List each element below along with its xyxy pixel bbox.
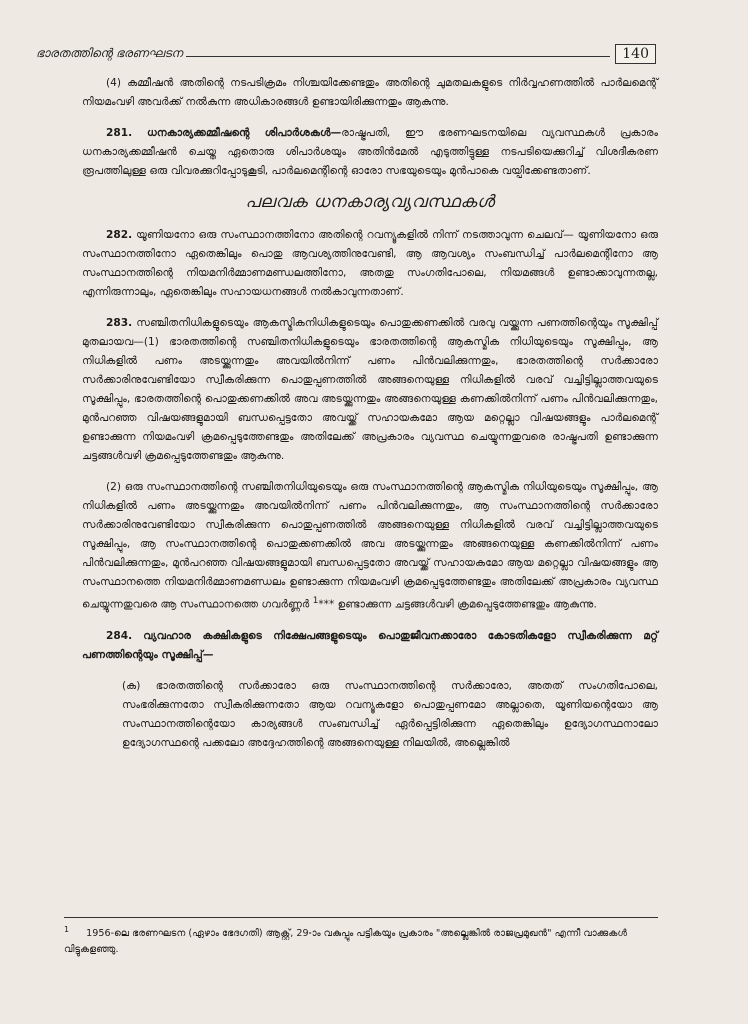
article-282-number: 282. bbox=[106, 229, 133, 241]
article-281 bbox=[82, 124, 658, 181]
article-284-number: 284. bbox=[106, 629, 133, 642]
clause-283-2 bbox=[82, 478, 658, 615]
article-284 bbox=[82, 627, 658, 665]
article-282 bbox=[82, 226, 658, 302]
footnote-text: 1956-ലെ ഭരണഘടന (ഏഴാം ഭേദഗതി) ആക്റ്റ്, 29-ാം വകുപ്പും പട്ടികയും പ്രകാരം "അല്ലെങ്കിൽ രാജപ്രമുഖൻ" എന്നീ വാക്കുകൾ വിട്ടുകളഞ്ഞു. bbox=[64, 928, 628, 956]
article-281-text: രാഷ്ട്രപതി, ഈ ഭരണഘടനയിലെ വ്യവസ്ഥകൾ പ്രകാരം ധനകാര്യക്കമ്മീഷൻ ചെയ്ത ഏതൊരു ശിപാർശയും അതിൻമേൽ എടുത്തിട്ടുള്ള നടപടിയെക്കുറിച്ച് വിശദീകരണ രൂപത്തിലുള്ള ഒരു വിവരക്കുറിപ്പോടുകൂടി, പാർലമെന്റിന്റെ ഓരോ സഭയുടെയും മുൻപാകെ വയ്പിക്കേണ്ടതാണ്. bbox=[82, 127, 659, 177]
clause-283-2-text: (2) ഒരു സംസ്ഥാനത്തിന്റെ സഞ്ചിതനിധിയുടെയും ഒരു സംസ്ഥാനത്തിന്റെ ആകസ്മിക നിധിയുടെയും സൂക്ഷിപ്പും, ആ നിധികളിൽ പണം അടയ്ക്കുന്നതും അവയിൽനിന്ന് പണം പിൻവലിക്കുന്നതും, ആ സംസ്ഥാനത്തിന്റെ സർക്കാരോ സർക്കാരിനുവേണ്ടിയോ സ്വീകരിക്കുന്ന പൊതുപ്പണത്തിൽ അങ്ങനെയുള്ള നിധികളിൽ വരവ് വച്ചിട്ടില്ലാത്തവയുടെ സൂക്ഷിപ്പും, ആ സംസ്ഥാനത്തിന്റെ പൊതുക്കണക്കിൽ അവ അടയ്ക്കുന്നതും അങ്ങനെയുള്ള കണക്കിൽനിന്ന് പണം പിൻവലിക്കുന്നതും, മുൻപറഞ്ഞ വിഷയങ്ങളുമായി ബന്ധപ്പെട്ടതോ അവയ്ക്ക് സഹായകമോ ആയ മറ്റെല്ലാ വിഷയങ്ങളും ആ സംസ്ഥാനത്തെ നിയമനിർമ്മാണമണ്ഡലം ഉണ്ടാക്കുന്ന നിയമംവഴി ക്രമപ്പെടുത്തേണ്ടതും അതിലേക്ക് അപ്രകാരം വ്യവസ്ഥ ചെയ്യുന്നതുവരെ ആ സംസ്ഥാനത്തെ ഗവർണ്ണർ bbox=[82, 481, 658, 611]
article-283 bbox=[82, 314, 658, 466]
footnote-mark: 1 bbox=[64, 925, 70, 934]
footnote bbox=[64, 917, 658, 958]
page-header bbox=[36, 44, 656, 68]
article-284-clause-a: (ക) ഭാരതത്തിന്റെ സർക്കാരോ ഒരു സംസ്ഥാനത്തിന്റെ സർക്കാരോ, അതത് സംഗതിപോലെ, സംഭരിക്കുന്നതോ സ്വീകരിക്കുന്നതോ ആയ റവന്യൂകളോ പൊതുപ്പണമോ അല്ലാതെ, യൂണിയന്റെയോ ആ സംസ്ഥാനത്തിന്റെയോ കാര്യങ്ങൾ സംബന്ധിച്ച് ഏർപ്പെട്ടിരിക്കുന്ന ഏതെങ്കിലും ഉദ്യോഗസ്ഥനാലോ ഉദ്യോഗസ്ഥന്റെ പക്കലോ അദ്ദേഹത്തിന്റെ അങ്ങനെയുള്ള നിലയിൽ, അല്ലെങ്കിൽ bbox=[122, 679, 658, 749]
footnote-reference: 1 bbox=[312, 596, 319, 606]
omission-marker: *** bbox=[318, 598, 335, 611]
clause-283-2-tail: ഉണ്ടാക്കുന്ന ചട്ടങ്ങൾവഴി ക്രമപ്പെടുത്തേണ്ടതും ആകുന്നു. bbox=[337, 598, 597, 611]
article-282-text: യൂണിയനോ ഒരു സംസ്ഥാനത്തിനോ അതിന്റെ റവന്യൂകളിൽ നിന്ന് നടത്താവുന്ന ചെലവ്— യൂണിയനോ ഒരു സംസ്ഥാനത്തിനോ ഏതെങ്കിലും പൊതു ആവശ്യത്തിനുവേണ്ടി, ആ ആവശ്യം സംബന്ധിച്ച് പാർലമെന്റിനോ ആ സംസ്ഥാനത്തിന്റെ നിയമനിർമ്മാണമണ്ഡലത്തിനോ, അതതു സംഗതിപോലെ, നിയമങ്ങൾ ഉണ്ടാക്കാവുന്നതല്ല, എന്നിരുന്നാലും, ഏതെങ്കിലും സഹായധനങ്ങൾ നൽകാവുന്നതാണ്. bbox=[82, 229, 658, 298]
running-title: ഭാരതത്തിന്റെ ഭരണഘടന bbox=[36, 46, 183, 60]
clause-281-4: (4) കമ്മീഷൻ അതിന്റെ നടപടിക്രമം നിശ്ചയിക്കേണ്ടതും അതിന്റെ ചുമതലകളുടെ നിർവ്വഹണത്തിൽ പാർലമെന്റ് നിയമംവഴി അവർക്ക് നൽകുന്ന അധികാരങ്ങൾ ഉണ്ടായിരിക്കുന്നതും ആകുന്നു. bbox=[82, 77, 658, 108]
page-number: 140 bbox=[615, 44, 656, 64]
article-283-text: സഞ്ചിതനിധികളുടെയും ആകസ്മികനിധികളുടെയും പൊതുക്കണക്കിൽ വരവു വയ്ക്കുന്ന പണത്തിന്റെയും സൂക്ഷിപ്പ് മുതലായവ—(1) ഭാരതത്തിന്റെ സഞ്ചിതനിധികളുടെയും ഭാരതത്തിന്റെ ആകസ്മിക നിധിയുടെയും സൂക്ഷിപ്പും, ആ നിധികളിൽ പണം അടയ്ക്കുന്നതും അവയിൽനിന്ന് പണം പിൻവലിക്കുന്നതും, ഭാരതത്തിന്റെ സർക്കാരോ സർക്കാരിനുവേണ്ടിയോ സ്വീകരിക്കുന്ന പൊതുപ്പണത്തിൽ അങ്ങനെയുള്ള നിധികളിൽ വരവ് വച്ചിട്ടില്ലാത്തവയുടെ സൂക്ഷിപ്പും, ഭാരതത്തിന്റെ പൊതുക്കണക്കിൽ അവ അടയ്ക്കുന്നതും അങ്ങനെയുള്ള കണക്കിൽനിന്ന് പണം പിൻവലിക്കുന്നതും, മുൻപറഞ്ഞ വിഷയങ്ങളുമായി ബന്ധപ്പെട്ടതോ അവയ്ക്ക് സഹായകമോ ആയ മറ്റെല്ലാ വിഷയങ്ങളും പാർലമെന്റ് ഉണ്ടാക്കുന്ന നിയമംവഴി ക്രമപ്പെടുത്തേണ്ടതും അതിലേക്ക് അപ്രകാരം വ്യവസ്ഥ ചെയ്യുന്നതുവരെ രാഷ്ട്രപതി ഉണ്ടാക്കുന്ന ചട്ടങ്ങൾവഴി ക്രമപ്പെടുത്തേണ്ടതും ആകുന്നു. bbox=[82, 317, 658, 462]
article-284-heading: വ്യവഹാര കക്ഷികളുടെ നിക്ഷേപങ്ങളുടെയും പൊതുജീവനക്കാരോ കോടതികളോ സ്വീകരിക്കുന്ന മറ്റ് പണത്തിന്റെയും സൂക്ഷിപ്പ്— bbox=[82, 629, 658, 661]
header-rule bbox=[186, 56, 610, 57]
section-title: പലവക ധനകാര്യവ്യവസ്ഥകൾ bbox=[245, 192, 495, 212]
article-283-number: 283. bbox=[106, 317, 133, 329]
article-281-heading: ധനകാര്യക്കമ്മീഷന്റെ ശിപാർശകൾ— bbox=[147, 127, 342, 139]
article-281-number: 281. bbox=[106, 127, 133, 139]
page-body bbox=[82, 74, 658, 763]
